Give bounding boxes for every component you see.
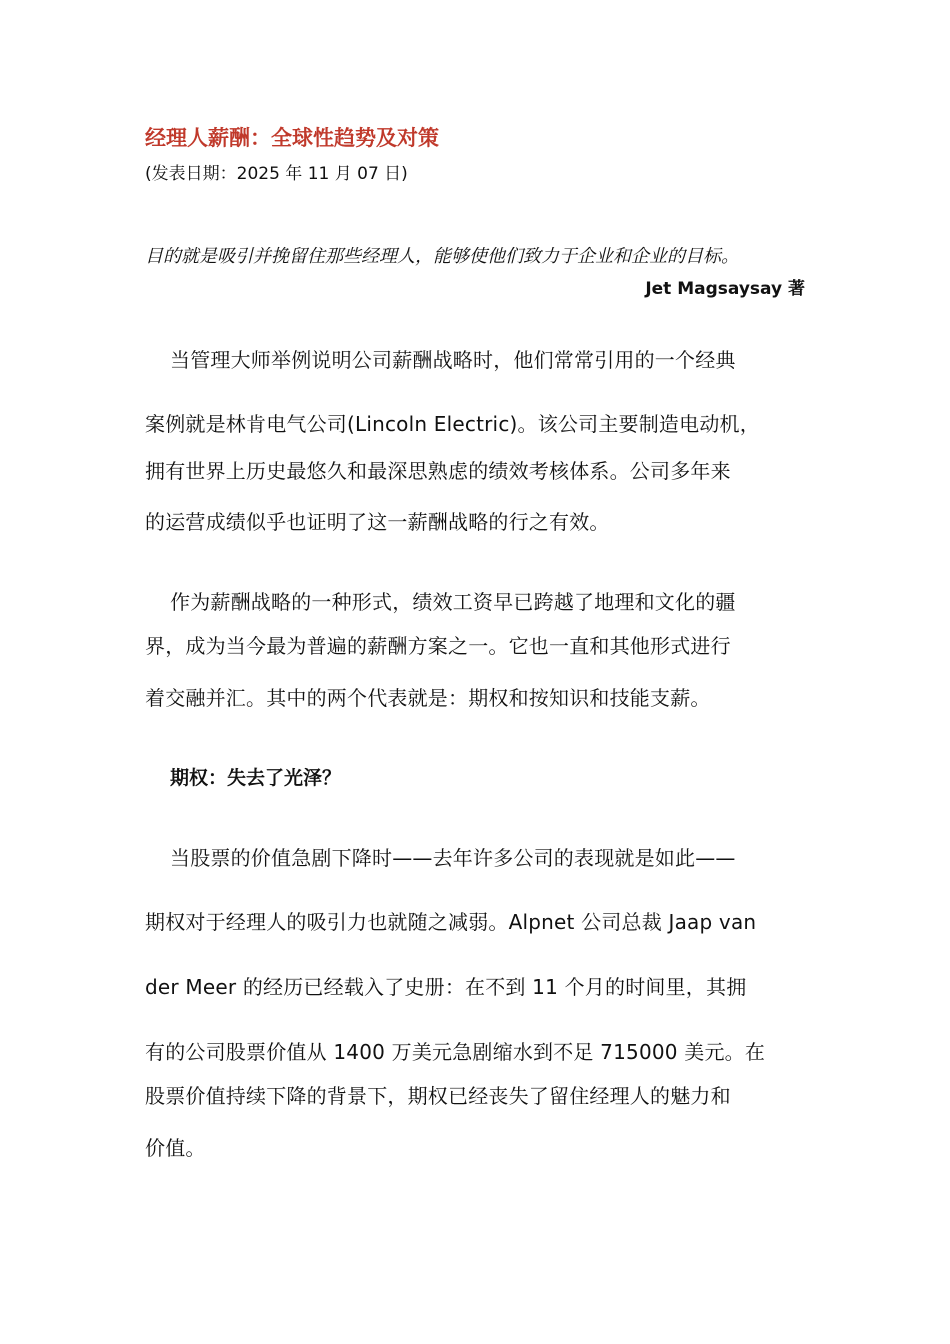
paragraph-3-line-2: 期权对于经理人的吸引力也就随之减弱。Alpnet 公司总裁 Jaap van <box>145 910 757 934</box>
publish-date: (发表日期：2025 年 11 月 07 日) <box>145 164 408 184</box>
paragraph-1-line-1: 当管理大师举例说明公司薪酬战略时，他们常常引用的一个经典 <box>170 348 736 372</box>
paragraph-1-line-4: 的运营成绩似乎也证明了这一薪酬战略的行之有效。 <box>145 510 610 534</box>
section-heading: 期权：失去了光泽？ <box>170 767 342 789</box>
paragraph-3-line-3: der Meer 的经历已经载入了史册：在不到 11 个月的时间里，其拥 <box>145 975 747 999</box>
paragraph-3-line-6: 价值。 <box>145 1136 206 1160</box>
paragraph-1-line-2: 案例就是林肯电气公司(Lincoln Electric)。该公司主要制造电动机， <box>145 412 760 436</box>
paragraph-3-line-4: 有的公司股票价值从 1400 万美元急剧缩水到不足 715000 美元。在 <box>145 1040 766 1064</box>
paragraph-2-line-2: 界，成为当今最为普遍的薪酬方案之一。它也一直和其他形式进行 <box>145 634 731 658</box>
paragraph-1-line-3: 拥有世界上历史最悠久和最深思熟虑的绩效考核体系。公司多年来 <box>145 459 731 483</box>
paragraph-3-line-1: 当股票的价值急剧下降时——去年许多公司的表现就是如此—— <box>170 846 736 870</box>
epigraph-quote: 目的就是吸引并挽留住那些经理人，能够使他们致力于企业和企业的目标。 <box>145 246 739 267</box>
author-byline: Jet Magsaysay 著 <box>645 279 805 299</box>
paragraph-2-line-1: 作为薪酬战略的一种形式，绩效工资早已跨越了地理和文化的疆 <box>170 590 736 614</box>
paragraph-3-line-5: 股票价值持续下降的背景下，期权已经丧失了留住经理人的魅力和 <box>145 1084 731 1108</box>
article-title: 经理人薪酬：全球性趋势及对策 <box>145 126 439 150</box>
paragraph-2-line-3: 着交融并汇。其中的两个代表就是：期权和按知识和技能支薪。 <box>145 686 711 710</box>
